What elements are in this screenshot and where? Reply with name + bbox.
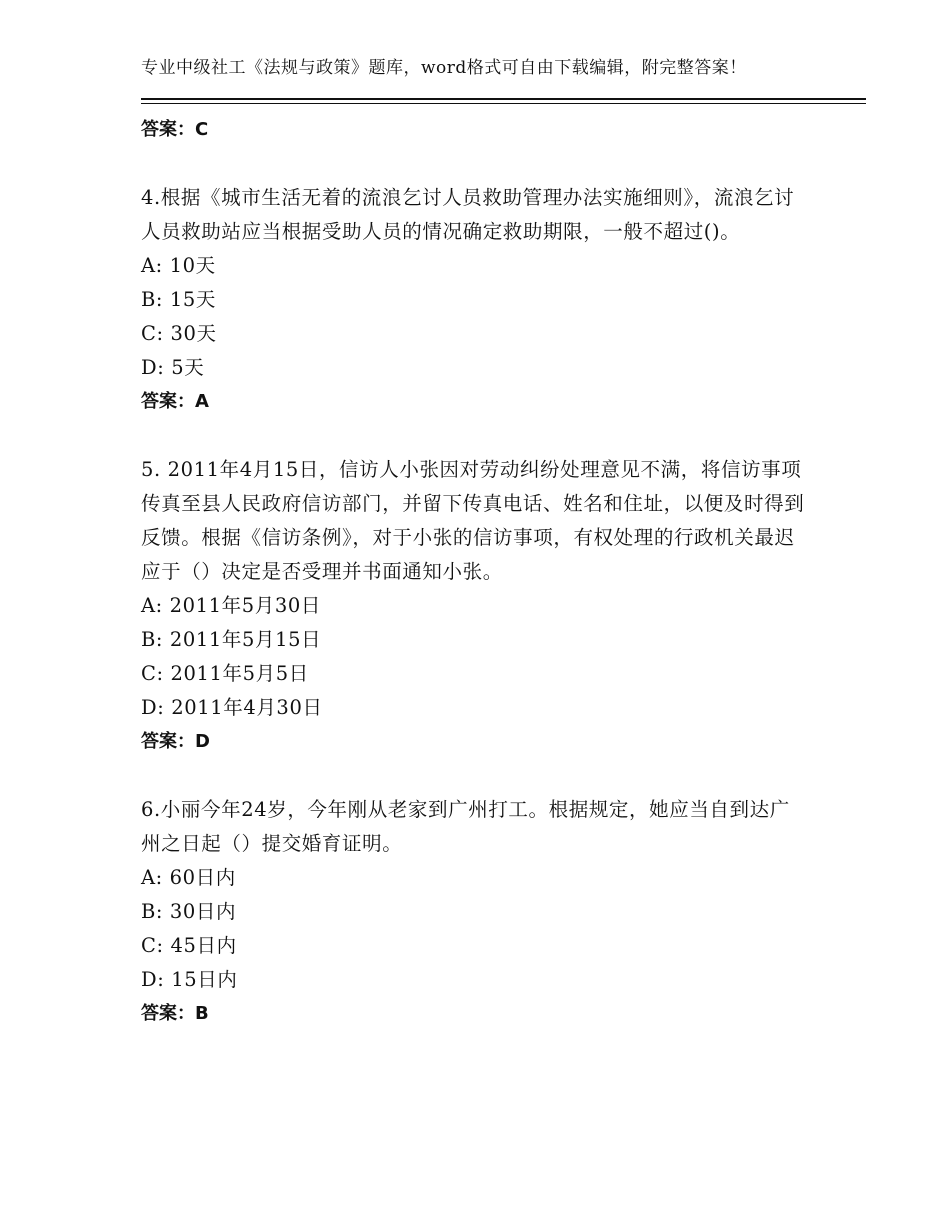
option-c: C: 45日内: [141, 934, 237, 957]
header-rule-thin: [141, 103, 866, 104]
question-text: 4.根据《城市生活无着的流浪乞讨人员救助管理办法实施细则》，流浪乞讨人员救助站应当根据受助人员的情况确定救助期限，一般不超过()。: [141, 186, 795, 243]
header-rule-thick: [141, 98, 866, 100]
answer-label: 答案：A: [141, 391, 209, 412]
answer-label: 答案：D: [141, 731, 210, 752]
option-b: B: 30日内: [141, 900, 237, 923]
option-d: D: 5天: [141, 356, 205, 379]
page-header: 专业中级社工《法规与政策》题库，word格式可自由下载编辑，附完整答案！: [141, 58, 747, 78]
spacer: [141, 759, 806, 793]
option-d: D: 15日内: [141, 968, 238, 991]
answer-label: 答案：C: [141, 119, 209, 140]
question-text: 5. 2011年4月15日，信访人小张因对劳动纠纷处理意见不满，将信访事项传真至县人民政府信访部门，并留下传真电话、姓名和住址，以便及时得到反馈。根据《信访条例》，对于小张的信访事项，有权处理的行政机关最迟应于（）决定是否受理并书面通知小张。: [141, 458, 805, 583]
question-6: [141, 793, 806, 1031]
question-text: 6.小丽今年24岁，今年刚从老家到广州打工。根据规定，她应当自到达广州之日起（）提交婚育证明。: [141, 798, 790, 855]
spacer: [141, 419, 806, 453]
option-c: C: 30天: [141, 322, 217, 345]
option-d: D: 2011年4月30日: [141, 696, 323, 719]
question-5: [141, 453, 806, 759]
option-a: A: 60日内: [141, 866, 236, 889]
spacer: [141, 147, 806, 181]
document-body: [141, 113, 806, 1031]
question-4: [141, 181, 806, 419]
option-b: B: 2011年5月15日: [141, 628, 322, 651]
option-b: B: 15天: [141, 288, 217, 311]
answer-label: 答案：B: [141, 1003, 209, 1024]
option-c: C: 2011年5月5日: [141, 662, 309, 685]
option-a: A: 2011年5月30日: [141, 594, 321, 617]
option-a: A: 10天: [141, 254, 216, 277]
